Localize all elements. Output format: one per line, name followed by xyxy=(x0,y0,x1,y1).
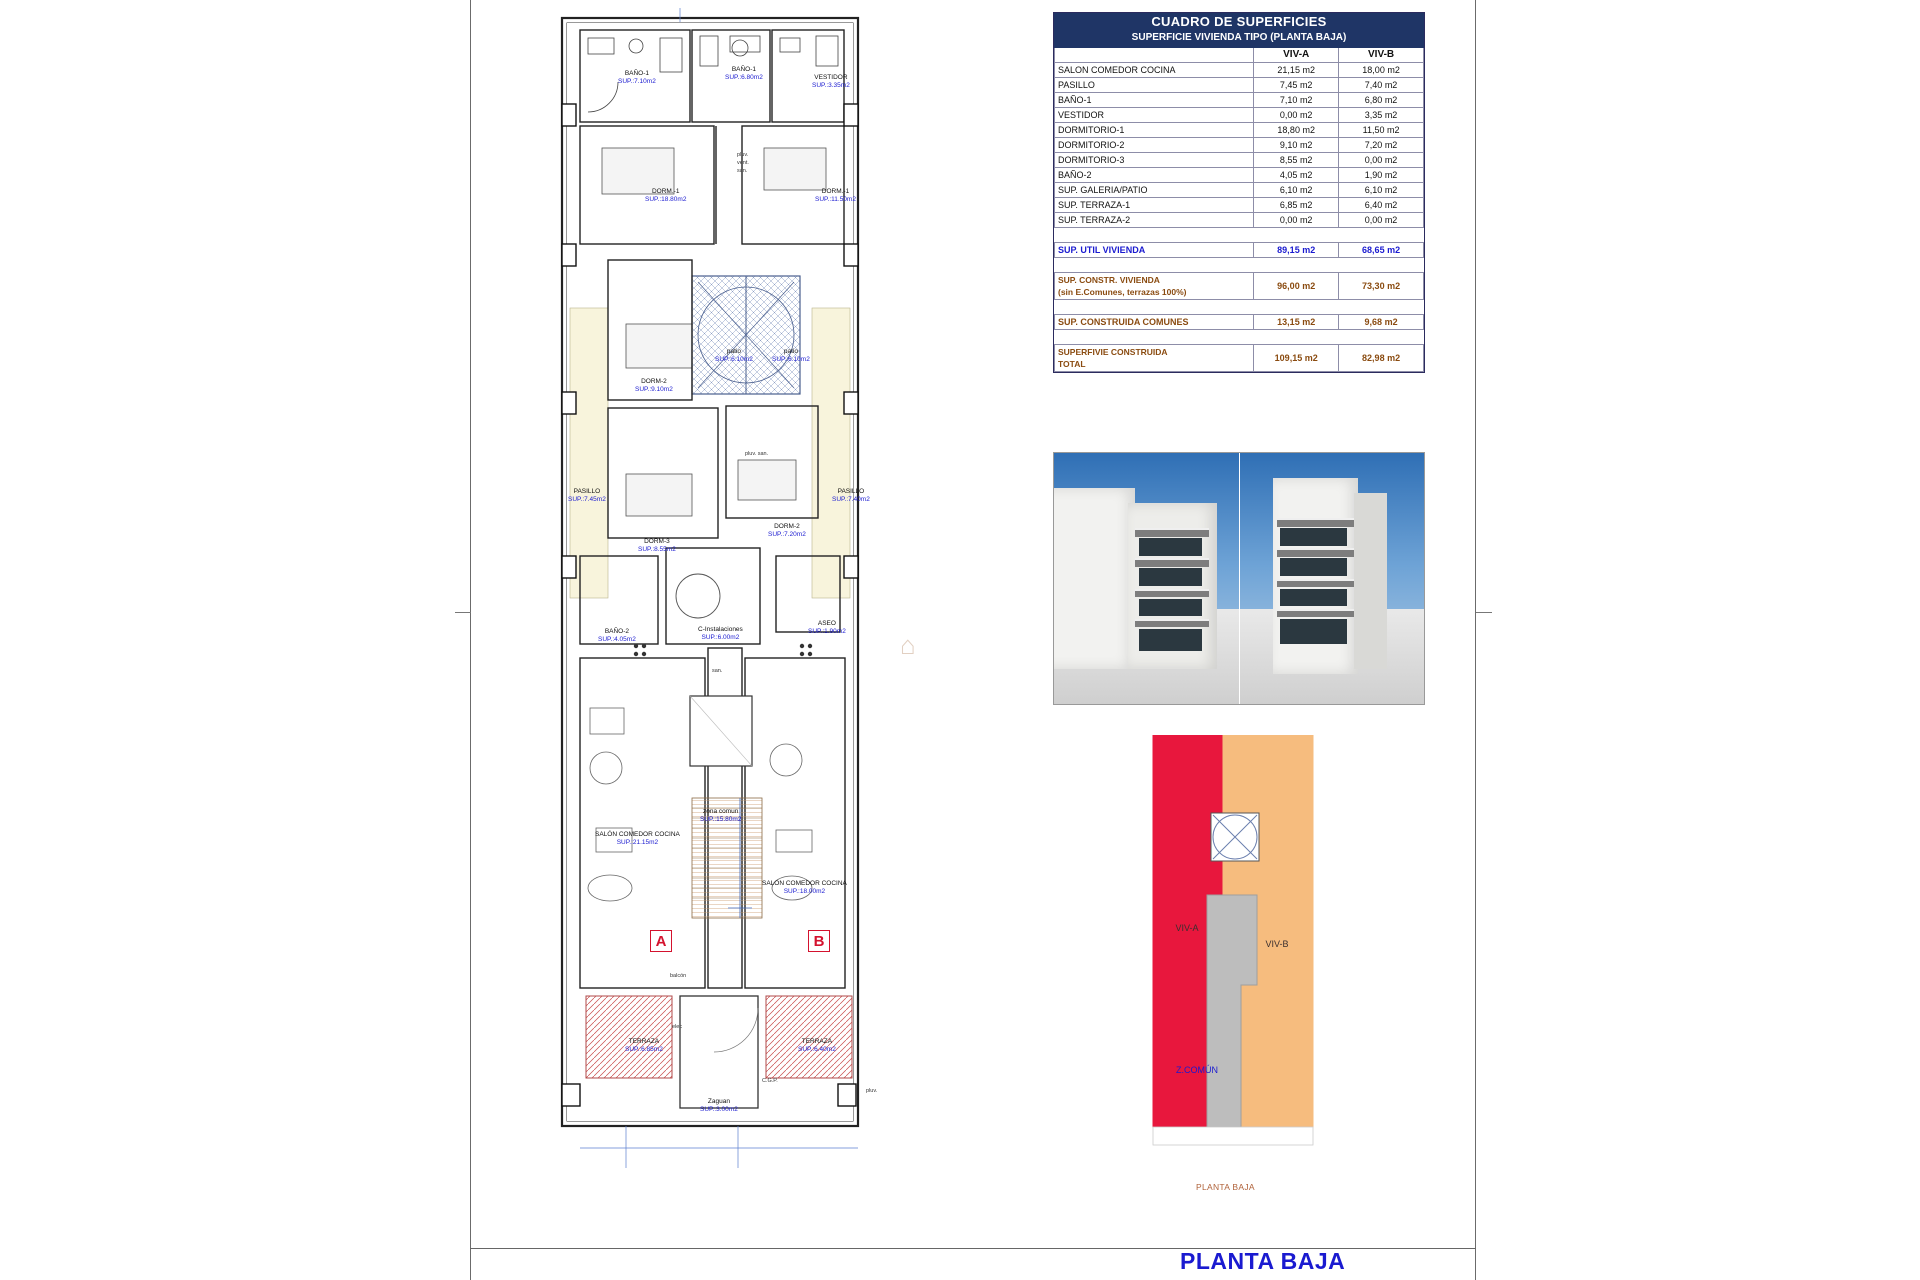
room-area: SUP.:18.80m2 xyxy=(645,196,687,203)
annotation-text: pluv. san. xyxy=(745,451,769,457)
render-balcony xyxy=(1135,589,1209,598)
row-label: DORMITORIO-2 xyxy=(1055,138,1254,153)
room-area: SUP.:1.90m2 xyxy=(808,628,846,635)
room-area: SUP.:15.80m2 xyxy=(700,816,742,823)
total-value-viv-b: 68,65 m2 xyxy=(1339,243,1424,258)
room-name: ASEO xyxy=(817,620,836,627)
row-label: SUP. TERRAZA-1 xyxy=(1055,198,1254,213)
total-value-viv-a: 13,15 m2 xyxy=(1254,315,1339,330)
annotation-text: C.G.P. xyxy=(762,1078,778,1084)
render-balcony xyxy=(1277,609,1354,618)
annotation-text: pluv. xyxy=(737,152,749,158)
room-area: SUP.:3.35m2 xyxy=(812,82,850,89)
render-balcony xyxy=(1135,528,1209,537)
room-area: SUP.:6.80m2 xyxy=(725,74,763,81)
row-value-viv-b: 3,35 m2 xyxy=(1339,108,1424,123)
total-value-viv-a: 109,15 m2 xyxy=(1254,345,1339,372)
table-row xyxy=(1055,78,1424,93)
room-label xyxy=(725,66,763,82)
room-name: BAÑO-1 xyxy=(731,66,757,73)
render-window xyxy=(1280,558,1346,576)
room-area: SUP.:7.10m2 xyxy=(618,78,656,85)
sheet-right-border xyxy=(1475,0,1476,1280)
room-label xyxy=(698,626,743,642)
row-value-viv-b: 7,20 m2 xyxy=(1339,138,1424,153)
room-name: patio xyxy=(726,348,741,355)
row-label: DORMITORIO-3 xyxy=(1055,153,1254,168)
render-window xyxy=(1139,629,1202,652)
row-value-viv-a: 6,10 m2 xyxy=(1254,183,1339,198)
row-label: SUP. GALERIA/PATIO xyxy=(1055,183,1254,198)
render-balcony xyxy=(1135,619,1209,628)
plan-watermark: ⌂ xyxy=(900,630,916,660)
zone-key-diagram xyxy=(1145,735,1330,1155)
room-label xyxy=(568,488,606,504)
zone-label-common: Z.COMÚN xyxy=(1176,1065,1218,1075)
row-value-viv-b: 6,10 m2 xyxy=(1339,183,1424,198)
building-renders xyxy=(1053,452,1425,705)
total-value-viv-a: 89,15 m2 xyxy=(1254,243,1339,258)
table-row xyxy=(1055,138,1424,153)
render-image-left xyxy=(1054,453,1239,704)
room-area: SUP.:7.45m2 xyxy=(568,496,606,503)
room-label xyxy=(772,348,810,364)
row-value-viv-b: 0,00 m2 xyxy=(1339,213,1424,228)
row-value-viv-a: 18,80 m2 xyxy=(1254,123,1339,138)
room-name: PASILLO xyxy=(573,488,601,495)
room-label xyxy=(625,1038,663,1054)
room-name: DORM-2 xyxy=(641,378,667,385)
room-label xyxy=(812,74,850,90)
row-label: DORMITORIO-1 xyxy=(1055,123,1254,138)
render-image-right xyxy=(1239,453,1424,704)
room-label xyxy=(598,628,636,644)
room-name: Zaguan xyxy=(707,1098,730,1105)
room-label xyxy=(645,188,686,204)
table-spacer-row xyxy=(1055,228,1424,243)
room-name: SALÓN COMEDOR COCINA xyxy=(595,831,680,838)
room-label xyxy=(635,378,673,394)
table-row xyxy=(1055,168,1424,183)
render-side-mass xyxy=(1354,493,1387,669)
render-balcony xyxy=(1277,518,1354,527)
room-label xyxy=(832,488,870,504)
row-value-viv-b: 6,80 m2 xyxy=(1339,93,1424,108)
room-area: SUP.:11.50m2 xyxy=(815,196,856,203)
room-name: PASILLO xyxy=(837,488,865,495)
row-label: SALON COMEDOR COCINA xyxy=(1055,63,1254,78)
table-spacer-row xyxy=(1055,300,1424,315)
room-area: SUP.:9.10m2 xyxy=(635,386,673,393)
annotation-text: san. xyxy=(712,668,723,674)
room-area: SUP.:7.20m2 xyxy=(768,531,806,538)
row-value-viv-a: 9,10 m2 xyxy=(1254,138,1339,153)
room-label xyxy=(700,1098,738,1114)
row-value-viv-b: 7,40 m2 xyxy=(1339,78,1424,93)
row-label: BAÑO-1 xyxy=(1055,93,1254,108)
room-label xyxy=(700,808,741,824)
room-name: zona comun xyxy=(703,808,739,815)
table-col-blank xyxy=(1055,48,1254,63)
room-name: VESTIDOR xyxy=(814,74,848,81)
row-label: SUP. TERRAZA-2 xyxy=(1055,213,1254,228)
row-value-viv-b: 18,00 m2 xyxy=(1339,63,1424,78)
table-col-viv-a: VIV-A xyxy=(1254,48,1339,63)
room-name: TERRAZA xyxy=(801,1038,833,1045)
room-name: SALON COMEDOR COCINA xyxy=(762,880,847,887)
table-row xyxy=(1055,198,1424,213)
table-row xyxy=(1055,183,1424,198)
annotation-text: vent. xyxy=(737,160,749,166)
render-window xyxy=(1280,528,1346,546)
room-area: SUP.:6.85m2 xyxy=(625,1046,663,1053)
room-name: BAÑO-2 xyxy=(604,628,630,635)
room-label xyxy=(762,880,847,896)
table-total-row xyxy=(1055,345,1424,372)
room-area: SUP.:21.15m2 xyxy=(616,839,659,846)
row-value-viv-b: 1,90 m2 xyxy=(1339,168,1424,183)
table-col-viv-b: VIV-B xyxy=(1339,48,1424,63)
table-subtitle: SUPERFICIE VIVIENDA TIPO (PLANTA BAJA) xyxy=(1055,31,1424,48)
annotation-text: pluv. xyxy=(866,1088,878,1094)
room-area: SUP.:6.40m2 xyxy=(798,1046,836,1053)
room-label xyxy=(815,188,856,204)
annotation-text: balcón xyxy=(670,973,687,979)
room-name: DORM-3 xyxy=(644,538,670,545)
room-label xyxy=(715,348,753,364)
total-label: SUP. UTIL VIVIENDA xyxy=(1055,243,1254,258)
table-total-row xyxy=(1055,273,1424,300)
render-left-mass xyxy=(1054,488,1135,669)
table-row xyxy=(1055,108,1424,123)
row-value-viv-a: 7,45 m2 xyxy=(1254,78,1339,93)
table-row xyxy=(1055,153,1424,168)
row-value-viv-b: 6,40 m2 xyxy=(1339,198,1424,213)
room-area: SUP.:18.00m2 xyxy=(783,888,826,895)
room-label xyxy=(798,1038,836,1054)
room-area: SUP.:6.10m2 xyxy=(715,356,753,363)
sheet-left-border xyxy=(470,0,471,1280)
render-window xyxy=(1280,619,1346,644)
room-area: SUP.:6.10m2 xyxy=(772,356,810,363)
floor-plan-drawing xyxy=(540,8,960,1218)
render-window xyxy=(1139,538,1202,556)
total-value-viv-b: 73,30 m2 xyxy=(1339,273,1424,300)
key-diagram-caption: PLANTA BAJA xyxy=(1196,1182,1255,1192)
table-total-row xyxy=(1055,243,1424,258)
room-label xyxy=(768,523,806,539)
room-name: patio xyxy=(783,348,798,355)
room-name: DORM.-1 xyxy=(821,188,850,195)
unit-marker-b: B xyxy=(808,930,830,952)
render-window xyxy=(1280,589,1346,607)
room-name: DORM-2 xyxy=(774,523,800,530)
room-area: SUP.:4.05m2 xyxy=(598,636,636,643)
total-label: SUP. CONSTRUIDA COMUNES xyxy=(1055,315,1254,330)
zone-label-viv-b: VIV-B xyxy=(1265,939,1289,949)
row-value-viv-a: 6,85 m2 xyxy=(1254,198,1339,213)
row-value-viv-a: 8,55 m2 xyxy=(1254,153,1339,168)
table-body xyxy=(1055,63,1424,372)
total-value-viv-b: 9,68 m2 xyxy=(1339,315,1424,330)
row-value-viv-b: 0,00 m2 xyxy=(1339,153,1424,168)
row-label: PASILLO xyxy=(1055,78,1254,93)
render-window xyxy=(1139,568,1202,586)
total-value-viv-a: 96,00 m2 xyxy=(1254,273,1339,300)
table-title: CUADRO DE SUPERFICIES xyxy=(1055,14,1424,31)
row-value-viv-a: 7,10 m2 xyxy=(1254,93,1339,108)
annotation-text: san. xyxy=(737,168,748,174)
room-area: SUP.:6.00m2 xyxy=(701,634,740,641)
table-total-row xyxy=(1055,315,1424,330)
sheet-right-tick xyxy=(1476,612,1492,613)
render-front-mass xyxy=(1273,478,1358,674)
sheet-title: PLANTA BAJA xyxy=(1180,1248,1346,1274)
row-label: BAÑO-2 xyxy=(1055,168,1254,183)
row-value-viv-a: 0,00 m2 xyxy=(1254,108,1339,123)
table-row xyxy=(1055,63,1424,78)
unit-marker-a: A xyxy=(650,930,672,952)
room-area: SUP.:7.40m2 xyxy=(832,496,870,503)
row-value-viv-a: 0,00 m2 xyxy=(1254,213,1339,228)
total-label: SUP. CONSTR. VIVIENDA (sin E.Comunes, terrazas 100%) xyxy=(1055,273,1254,300)
total-label: SUPERFIVIE CONSTRUIDA TOTAL xyxy=(1055,345,1254,372)
room-name: DORM.-1 xyxy=(651,188,680,195)
render-balcony xyxy=(1277,548,1354,557)
room-label xyxy=(618,70,656,86)
total-value-viv-b: 82,98 m2 xyxy=(1339,345,1424,372)
room-label xyxy=(595,831,680,847)
annotation-text: elec xyxy=(672,1024,683,1030)
sheet-left-tick xyxy=(455,612,471,613)
table-row xyxy=(1055,93,1424,108)
table-row xyxy=(1055,123,1424,138)
room-area: SUP.:3.00m2 xyxy=(700,1106,738,1113)
row-value-viv-b: 11,50 m2 xyxy=(1339,123,1424,138)
room-area: SUP.:8.55m2 xyxy=(638,546,676,553)
row-label: VESTIDOR xyxy=(1055,108,1254,123)
room-name: C-Instalaciones xyxy=(698,626,743,633)
render-balcony xyxy=(1135,558,1209,567)
table-spacer-row xyxy=(1055,330,1424,345)
surface-table xyxy=(1053,12,1425,373)
table-row xyxy=(1055,213,1424,228)
render-balcony xyxy=(1277,579,1354,588)
room-label xyxy=(808,620,846,636)
row-value-viv-a: 21,15 m2 xyxy=(1254,63,1339,78)
table-spacer-row xyxy=(1055,258,1424,273)
zone-label-viv-a: VIV-A xyxy=(1175,923,1199,933)
room-name: TERRAZA xyxy=(628,1038,660,1045)
room-label xyxy=(638,538,676,554)
room-name: BAÑO-1 xyxy=(624,70,650,77)
row-value-viv-a: 4,05 m2 xyxy=(1254,168,1339,183)
render-window xyxy=(1139,599,1202,617)
